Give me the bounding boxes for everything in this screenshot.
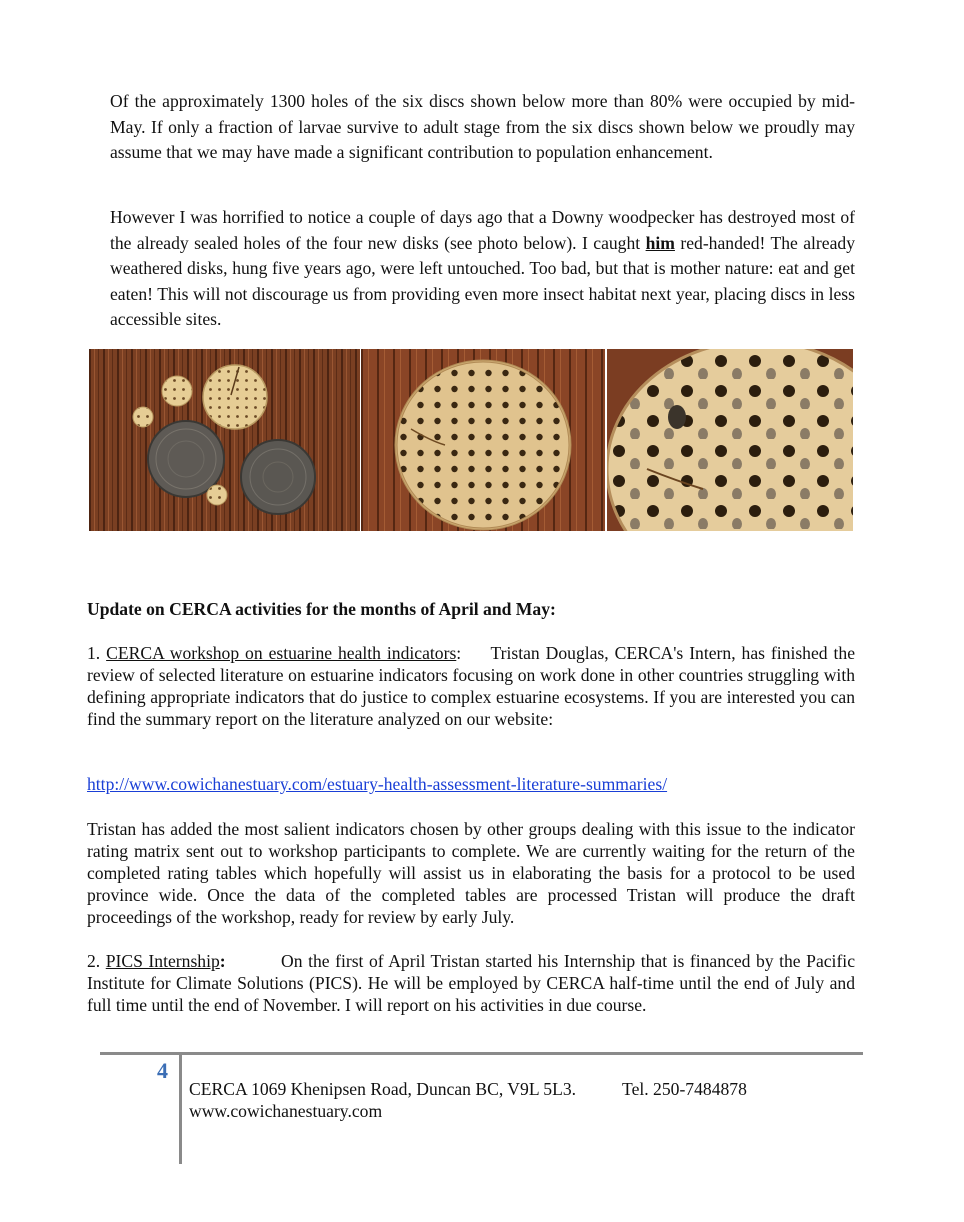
footer-contact xyxy=(189,1078,747,1122)
photo-discs-on-wall xyxy=(89,349,360,531)
para2-text-after: red-handed! The already weathered disks, hung five years ago, were left untouched. Too bad, but that is mother nature: eat and get eaten! This will not discourage us from providing even more insect habitat next year, placing discs in less accessible sites. xyxy=(110,232,855,329)
section-heading: Update on CERCA activities for the months of April and May: xyxy=(87,599,556,619)
url-line xyxy=(87,773,855,795)
photo-strip xyxy=(89,349,853,531)
item-pics-internship xyxy=(87,950,855,1016)
footer-website: www.cowichanestuary.com xyxy=(189,1101,383,1121)
footer-tel: Tel. 250-7484878 xyxy=(622,1079,747,1099)
item1-title: CERCA workshop on estuarine health indicators xyxy=(106,643,457,663)
item1-colon: : xyxy=(456,643,462,663)
page-number: 4 xyxy=(157,1058,168,1083)
footer-rule-horizontal xyxy=(100,1052,863,1055)
para2-text-before: However I was horrified to notice a couple of days ago that a Downy woodpecker has destroyed most of the already sealed holes of the four new disks (see photo below). I caught xyxy=(110,207,855,253)
para2-emphasis: him xyxy=(645,232,675,253)
footer-rule-vertical xyxy=(179,1054,182,1164)
item2-text: On the first of April Tristan started his Internship that is financed by the Pacific Institute for Climate Solutions (PICS). He will be employed by CERCA half-time until the end of July and full time until the end of November. I will report on his activities in due course. xyxy=(87,951,855,1015)
item-workshop xyxy=(87,642,855,730)
item2-number: 2. xyxy=(87,951,106,971)
item1-text: Tristan Douglas, CERCA's Intern, has finished the review of selected literature on estuarine indicators focusing on work done in other countries struggling with defining appropriate indicators that do justice to complex estuarine ecosystems. If you are interested you can find the summary report on the literature analyzed on our website: xyxy=(87,643,856,729)
paragraph-indicator-matrix: Tristan has added the most salient indicators chosen by other groups dealing with this issue to the indicator rating matrix sent out to workshop participants to complete. We are currently waiting for the return of the completed rating tables which hopefully will assist us in elaborating the basis for a protocol to be used province wide. Once the data of the completed tables are processed Tristan will produce the draft proceedings of the workshop, ready for review by early July. xyxy=(87,819,855,927)
item2-title: PICS Internship xyxy=(105,951,220,971)
paragraph-disc-occupancy: Of the approximately 1300 holes of the six discs shown below more than 80% were occupied by mid-May. If only a fraction of larvae survive to adult stage from the six discs shown below we proudly may assume that we may have made a significant contribution to population enhancement. xyxy=(110,91,855,162)
footer-address: CERCA 1069 Khenipsen Road, Duncan BC, V9L 5L3. xyxy=(189,1079,577,1099)
photo-damaged-disc-closeup xyxy=(607,349,853,531)
item2-colon: : xyxy=(219,951,226,971)
literature-summaries-link[interactable]: http://www.cowichanestuary.com/estuary-health-assessment-literature-summaries/ xyxy=(87,774,668,794)
photo-drilled-disc xyxy=(361,349,605,531)
item1-number: 1. xyxy=(87,643,107,663)
paragraph-woodpecker xyxy=(110,205,855,333)
